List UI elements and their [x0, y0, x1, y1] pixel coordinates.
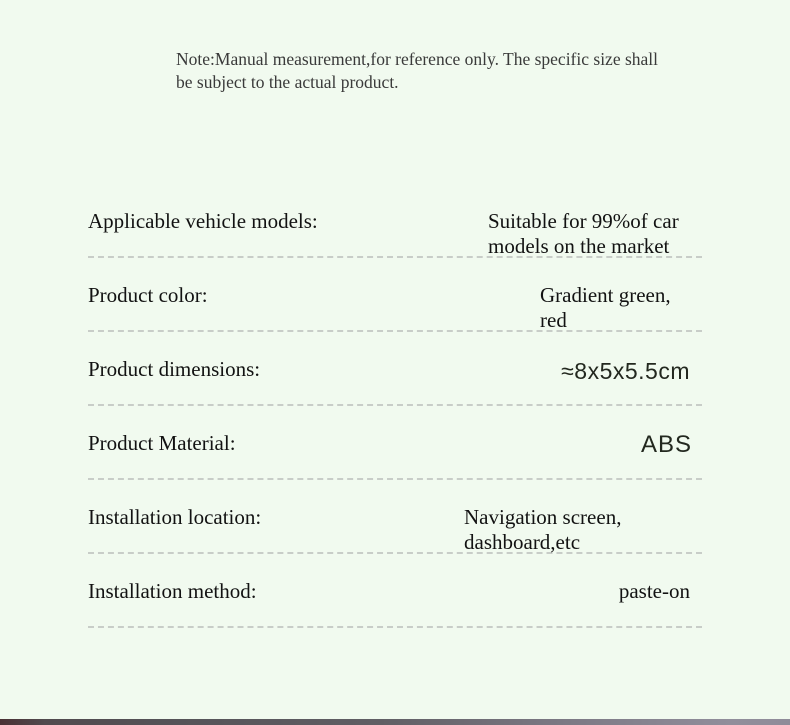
- spec-label: Product dimensions:: [88, 357, 261, 381]
- spec-value: [460, 283, 702, 330]
- spec-label: Installation location:: [88, 505, 262, 529]
- spec-row-product-material: [88, 406, 702, 480]
- value-line: ABS: [640, 431, 692, 458]
- spec-row-installation-method: [88, 554, 702, 628]
- spec-label: Product color:: [88, 283, 208, 307]
- spec-row-installation-location: [88, 480, 702, 554]
- spec-value: [460, 209, 702, 256]
- bottom-gradient-bar: [0, 719, 790, 725]
- value-line: Navigation screen,: [464, 505, 622, 529]
- value-line: red: [540, 307, 567, 332]
- value-line: models on the market: [488, 233, 670, 258]
- measurement-note: [176, 48, 716, 94]
- product-spec-table: [88, 184, 702, 628]
- spec-label: Applicable vehicle models:: [88, 209, 318, 233]
- spec-value: [460, 357, 702, 404]
- spec-row-applicable-vehicle-models: [88, 184, 702, 258]
- spec-value: [460, 579, 702, 626]
- spec-row-product-color: [88, 258, 702, 332]
- value-line: dashboard,etc: [464, 529, 581, 554]
- spec-value: [460, 505, 702, 552]
- spec-label: Product Material:: [88, 431, 236, 455]
- value-line: Gradient green,: [540, 283, 671, 307]
- spec-label: Installation method:: [88, 579, 257, 603]
- note-line-2: be subject to the actual product.: [176, 72, 399, 92]
- spec-value: [460, 431, 702, 478]
- note-line-1: Note:Manual measurement,for reference only. The specific size shall: [176, 49, 659, 69]
- value-line: ≈8x5x5.5cm: [561, 358, 690, 384]
- spec-row-product-dimensions: [88, 332, 702, 406]
- value-line: Suitable for 99%of car: [488, 209, 679, 233]
- value-line: paste-on: [618, 579, 690, 603]
